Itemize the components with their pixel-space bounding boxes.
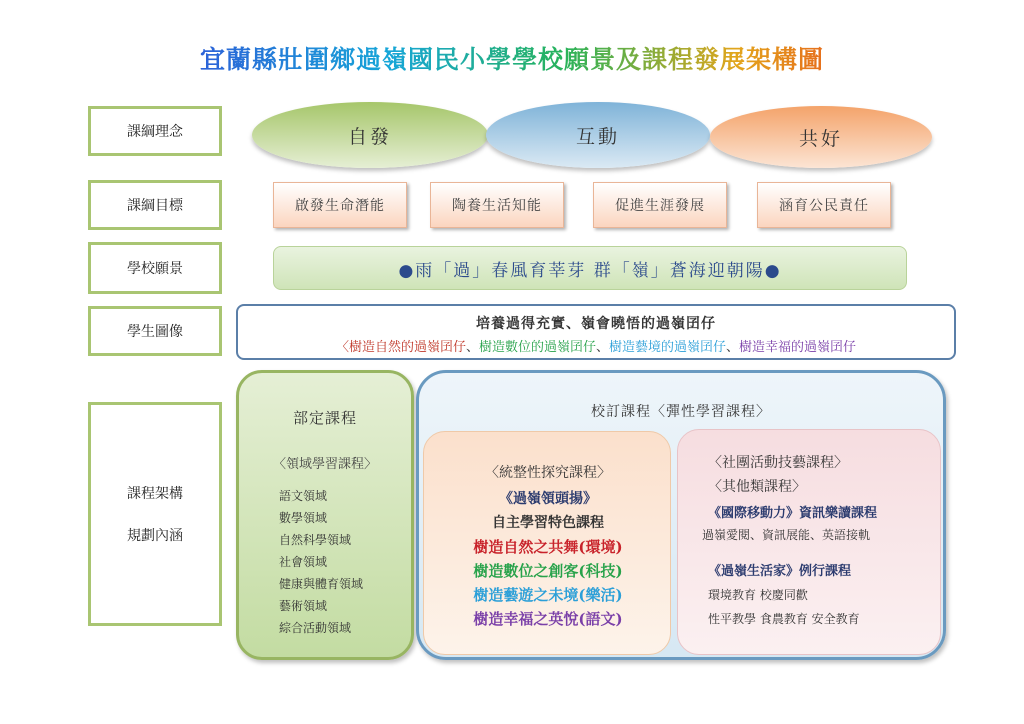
philosophy-ellipse-common-good <box>710 106 932 168</box>
goal-box: 陶養生活知能 <box>430 182 564 228</box>
club-curriculum-panel <box>677 429 941 655</box>
portrait-separator: 、 <box>596 340 610 355</box>
required-subtitle: 〈領域學習課程〉 <box>272 457 377 472</box>
inquiry-item-digital: 樹造數位之創客(科技) <box>473 562 623 580</box>
domain-item: 藝術領域 <box>279 599 328 613</box>
portrait-list <box>238 336 954 355</box>
student-portrait-box <box>236 304 956 360</box>
inquiry-line1: 《過嶺領頭揚》 <box>499 491 597 507</box>
inquiry-item-arts: 樹造藝遊之未境(樂活) <box>473 586 623 604</box>
required-title: 部定課程 <box>292 409 357 427</box>
philosophy-label: 共好 <box>798 127 843 150</box>
inquiry-line2: 自主學習特色課程 <box>492 515 604 531</box>
life-course-desc2: 性平教學 食農教育 安全教育 <box>708 612 860 626</box>
school-vision: ●雨「過」春風育莘芽 群「嶺」蒼海迎朝陽● <box>273 246 907 290</box>
domain-item: 自然科學領域 <box>279 533 352 547</box>
domain-item: 社會領域 <box>279 555 328 569</box>
domain-item: 數學領域 <box>279 511 328 525</box>
philosophy-ellipse-interaction <box>486 102 710 168</box>
row-label-curriculum-line2: 規劃內涵 <box>127 528 183 544</box>
portrait-item-nature: 樹造自然的過嶺囝仔 <box>348 340 466 355</box>
inquiry-title: 〈統整性探究課程〉 <box>485 465 611 481</box>
row-label-goals: 課綱目標 <box>88 180 222 230</box>
portrait-item-arts: 樹造藝境的過嶺囝仔 <box>609 340 727 355</box>
portrait-item-digital: 樹造數位的過嶺囝仔 <box>478 340 596 355</box>
inquiry-item-language: 樹造幸福之英悅(語文) <box>473 610 623 628</box>
goal-box: 啟發生命潛能 <box>273 182 407 228</box>
goal-box: 涵育公民責任 <box>757 182 891 228</box>
domain-item: 健康與體育領域 <box>279 577 364 591</box>
row-label-philosophy: 課綱理念 <box>88 106 222 156</box>
portrait-title: 培養過得充實、嶺會曉悟的過嶺囝仔 <box>476 316 716 332</box>
domain-item: 綜合活動領域 <box>279 621 352 635</box>
goal-box: 促進生涯發展 <box>593 182 727 228</box>
row-label-vision: 學校願景 <box>88 242 222 294</box>
portrait-separator: 、 <box>726 340 740 355</box>
school-curriculum-panel <box>416 370 946 660</box>
philosophy-ellipse-spontaneity <box>252 102 488 168</box>
row-label-portrait: 學生圖像 <box>88 306 222 356</box>
intl-course-title: 《國際移動力》資訊樂讀課程 <box>708 506 878 521</box>
portrait-separator: 、 <box>465 340 479 355</box>
inquiry-curriculum-panel <box>423 431 671 655</box>
required-curriculum-panel <box>236 370 414 660</box>
inquiry-item-nature: 樹造自然之共舞(環境) <box>473 538 623 556</box>
life-course-desc1: 環境教育 校慶同歡 <box>708 588 808 602</box>
page-title: 宜蘭縣壯圍鄉過嶺國民小學學校願景及課程發展架構圖 <box>0 40 1024 76</box>
row-label-curriculum <box>88 402 222 626</box>
portrait-open-bracket: 〈 <box>335 340 349 355</box>
row-label-curriculum-line1: 課程架構 <box>127 486 183 502</box>
portrait-item-happiness: 樹造幸福的過嶺囝仔 <box>739 340 857 355</box>
intl-course-desc: 過嶺愛閱、資訊展能、英語接軌 <box>702 528 871 542</box>
philosophy-label: 互動 <box>575 125 620 148</box>
other-title: 〈其他類課程〉 <box>708 479 806 495</box>
life-course-title: 《過嶺生活家》例行課程 <box>708 564 852 579</box>
domain-list <box>279 485 363 639</box>
club-title: 〈社團活動技藝課程〉 <box>708 455 848 471</box>
domain-item: 語文領域 <box>279 489 328 503</box>
school-title: 校訂課程〈彈性學習課程〉 <box>591 404 771 420</box>
philosophy-label: 自發 <box>347 125 392 148</box>
